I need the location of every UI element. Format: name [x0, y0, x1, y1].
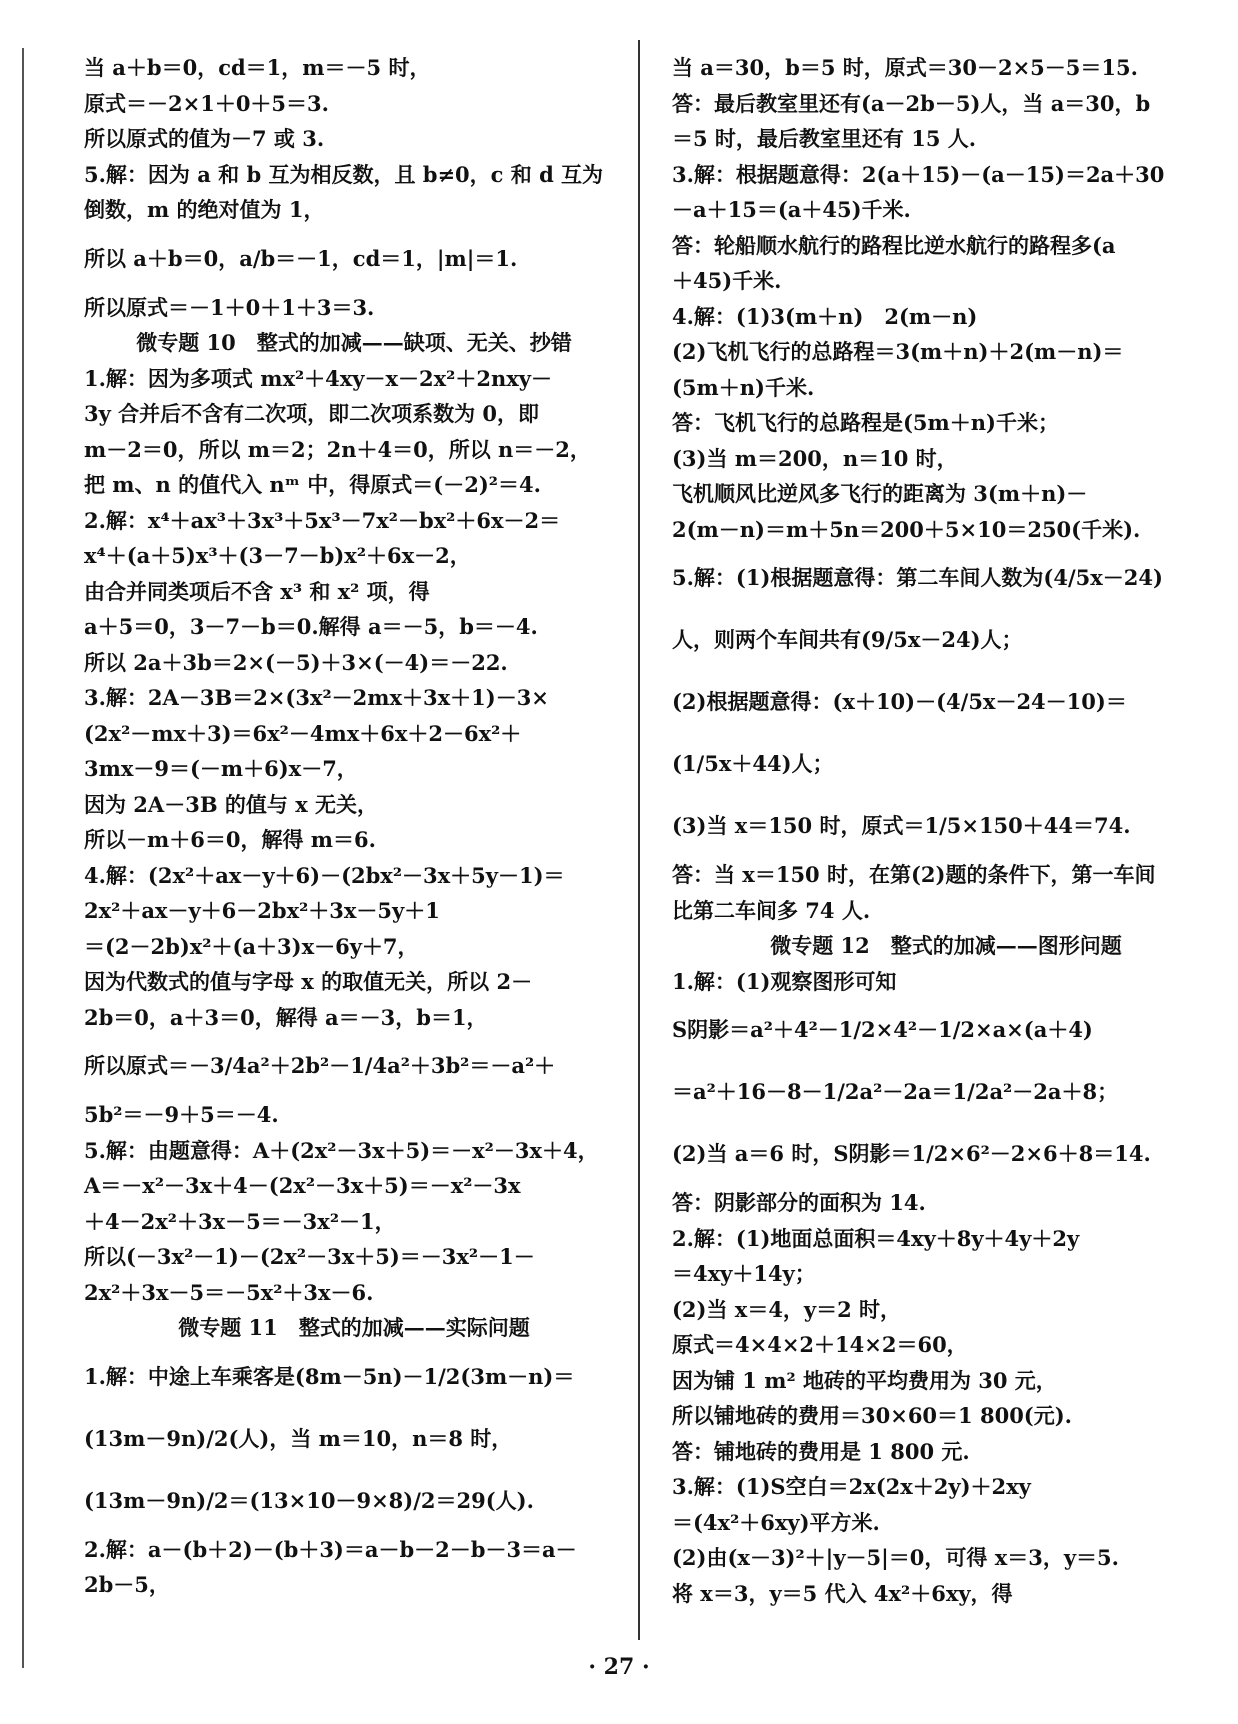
section-heading: 微专题 10 整式的加减——缺项、无关、抄错	[136, 330, 572, 355]
text-line: a＋5＝0，3－7－b＝0.解得 a＝－5，b＝－4.	[84, 614, 538, 639]
text-line: ＋4－2x²＋3x－5＝－3x²－1，	[84, 1208, 396, 1234]
text-line: 所以 2a＋3b＝2×(－5)＋3×(－4)＝－22.	[84, 649, 508, 675]
text-line: 1.解：中途上车乘客是(8m－5n)－1/2(3m－n)＝	[84, 1363, 575, 1389]
text-line: 飞机顺风比逆风多飞行的距离为 3(m＋n)－	[672, 481, 1088, 506]
text-line: 所以－m＋6＝0，解得 m＝6.	[84, 827, 376, 852]
text-line: 2b＝0，a＋3＝0，解得 a＝－3，b＝1，	[84, 1004, 488, 1030]
text-line: 因为铺 1 m² 地砖的平均费用为 30 元，	[672, 1367, 1057, 1393]
text-line: (5m＋n)千米.	[672, 374, 815, 400]
text-line: 因为 2A－3B 的值与 x 无关，	[84, 791, 379, 817]
text-line: ＝(4x²＋6xy)平方米.	[672, 1509, 880, 1535]
text-line: 2b－5，	[84, 1572, 170, 1597]
text-line: 所以 a＋b＝0，a/b＝－1，cd＝1，|m|＝1.	[84, 245, 518, 271]
text-line: 比第二车间多 74 人.	[672, 897, 871, 923]
text-line: 5b²＝－9＋5＝－4.	[84, 1102, 279, 1127]
page-number: · 27 ·	[588, 1654, 650, 1680]
text-line: 3.解：(1)S空白＝2x(2x＋2y)＋2xy	[672, 1474, 1031, 1499]
text-line: (2)飞机飞行的总路程＝3(m＋n)＋2(m－n)＝	[672, 339, 1124, 364]
text-line: 2x²＋ax－y＋6－2bx²＋3x－5y＋1	[84, 898, 440, 923]
text-line: 5.解：因为 a 和 b 互为相反数，且 b≠0，c 和 d 互为	[84, 161, 604, 187]
text-line: 因为代数式的值与字母 x 的取值无关，所以 2－	[84, 969, 533, 994]
column-divider	[638, 40, 640, 1640]
text-line: 3.解：根据题意得：2(a＋15)－(a－15)＝2a＋30	[672, 161, 1165, 187]
text-line: 倒数，m 的绝对值为 1，	[84, 197, 325, 222]
text-line: 3y 合并后不含有二次项，即二次项系数为 0，即	[84, 401, 540, 426]
text-line: 2(m－n)＝m＋5n＝200＋5×10＝250(千米).	[672, 516, 1141, 542]
text-line: (3)当 m＝200，n＝10 时，	[672, 445, 958, 471]
text-line: (2)当 x＝4，y＝2 时，	[672, 1296, 902, 1322]
text-line: 5.解：由题意得：A＋(2x²－3x＋5)＝－x²－3x＋4，	[84, 1137, 599, 1163]
text-line: 3.解：2A－3B＝2×(3x²－2mx＋3x＋1)－3×	[84, 685, 549, 710]
text-line: 原式＝－2×1＋0＋5＝3.	[84, 90, 329, 116]
text-line: ＝(2－2b)x²＋(a＋3)x－6y＋7，	[84, 933, 419, 959]
text-line: 1.解：(1)观察图形可知	[672, 968, 897, 994]
text-line: 所以(－3x²－1)－(2x²－3x＋5)＝－3x²－1－	[84, 1244, 535, 1269]
text-line: (2)由(x－3)²＋|y－5|＝0，可得 x＝3，y＝5.	[672, 1545, 1119, 1570]
text-line: 当 a＋b＝0，cd＝1，m＝－5 时，	[84, 55, 431, 80]
right-column	[672, 50, 1220, 1611]
text-line: (2)根据题意得：(x＋10)－(4/5x－24－10)＝	[672, 689, 1127, 714]
text-line: ＝a²＋16－8－1/2a²－2a＝1/2a²－2a＋8；	[672, 1079, 1119, 1104]
text-line: 所以原式的值为－7 或 3.	[84, 126, 325, 151]
text-line: ＝4xy＋14y；	[672, 1261, 816, 1286]
left-margin-rule	[22, 48, 24, 1668]
text-line: 3mx－9＝(－m＋6)x－7，	[84, 756, 358, 781]
text-line: 原式＝4×4×2＋14×2＝60，	[672, 1332, 968, 1357]
text-line: 答：阴影部分的面积为 14.	[672, 1190, 926, 1215]
text-line: 2.解：(1)地面总面积＝4xy＋8y＋4y＋2y	[672, 1225, 1080, 1251]
text-line: m－2＝0，所以 m＝2；2n＋4＝0，所以 n＝－2，	[84, 436, 591, 462]
text-line: 所以原式＝－3/4a²＋2b²－1/4a²＋3b²＝－a²＋	[84, 1053, 556, 1078]
left-column	[84, 50, 624, 1603]
text-line: A＝－x²－3x＋4－(2x²－3x＋5)＝－x²－3x	[84, 1173, 521, 1198]
text-line: (13m－9n)/2(人)，当 m＝10，n＝8 时，	[84, 1425, 513, 1451]
text-line: x⁴＋(a＋5)x³＋(3－7－b)x²＋6x－2，	[84, 543, 471, 568]
text-line: (1/5x＋44)人；	[672, 751, 834, 776]
text-line: ＝5 时，最后教室里还有 15 人.	[672, 126, 977, 151]
text-line: 4.解：(1)3(m＋n) 2(m－n)	[672, 303, 978, 329]
text-line: 5.解：(1)根据题意得：第二车间人数为(4/5x－24)	[672, 565, 1163, 590]
text-line: 将 x＝3，y＝5 代入 4x²＋6xy，得	[672, 1580, 1013, 1606]
text-line: 把 m、n 的值代入 nᵐ 中，得原式＝(－2)²＝4.	[84, 472, 541, 497]
text-line: 答：当 x＝150 时，在第(2)题的条件下，第一车间	[672, 862, 1156, 887]
text-line: 2x²＋3x－5＝－5x²＋3x－6.	[84, 1279, 374, 1305]
text-line: (3)当 x＝150 时，原式＝1/5×150＋44＝74.	[672, 813, 1131, 838]
text-line: (2x²－mx＋3)＝6x²－4mx＋6x＋2－6x²＋	[84, 720, 522, 746]
text-line: 4.解：(2x²＋ax－y＋6)－(2bx²－3x＋5y－1)＝	[84, 862, 565, 888]
text-line: S阴影＝a²＋4²－1/2×4²－1/2×a×(a＋4)	[672, 1017, 1093, 1042]
text-line: 答：飞机飞行的总路程是(5m＋n)千米；	[672, 410, 1059, 435]
section-heading: 微专题 11 整式的加减——实际问题	[178, 1315, 530, 1340]
text-line: 当 a＝30，b＝5 时，原式＝30－2×5－5＝15.	[672, 55, 1138, 80]
section-heading: 微专题 12 整式的加减——图形问题	[770, 933, 1122, 958]
text-line: 答：最后教室里还有(a－2b－5)人，当 a＝30，b	[672, 90, 1151, 116]
text-line: ＋45)千米.	[672, 268, 782, 293]
text-line: －a＋15＝(a＋45)千米.	[672, 197, 911, 222]
text-line: 人，则两个车间共有(9/5x－24)人；	[672, 627, 1023, 652]
text-line: 由合并同类项后不含 x³ 和 x² 项，得	[84, 578, 430, 604]
text-line: 2.解：a－(b＋2)－(b＋3)＝a－b－2－b－3＝a－	[84, 1536, 577, 1562]
text-line: 所以铺地砖的费用＝30×60＝1 800(元).	[672, 1403, 1072, 1428]
text-line: 1.解：因为多项式 mx²＋4xy－x－2x²＋2nxy－	[84, 365, 552, 391]
text-line: (2)当 a＝6 时，S阴影＝1/2×6²－2×6＋8＝14.	[672, 1141, 1151, 1166]
text-line: 答：轮船顺水航行的路程比逆水航行的路程多(a	[672, 232, 1116, 258]
text-line: 2.解：x⁴＋ax³＋3x³＋5x³－7x²－bx²＋6x－2＝	[84, 507, 561, 533]
text-line: 答：铺地砖的费用是 1 800 元.	[672, 1438, 970, 1464]
text-line: (13m－9n)/2＝(13×10－9×8)/2＝29(人).	[84, 1487, 534, 1513]
text-line: 所以原式＝－1＋0＋1＋3＝3.	[84, 294, 375, 320]
